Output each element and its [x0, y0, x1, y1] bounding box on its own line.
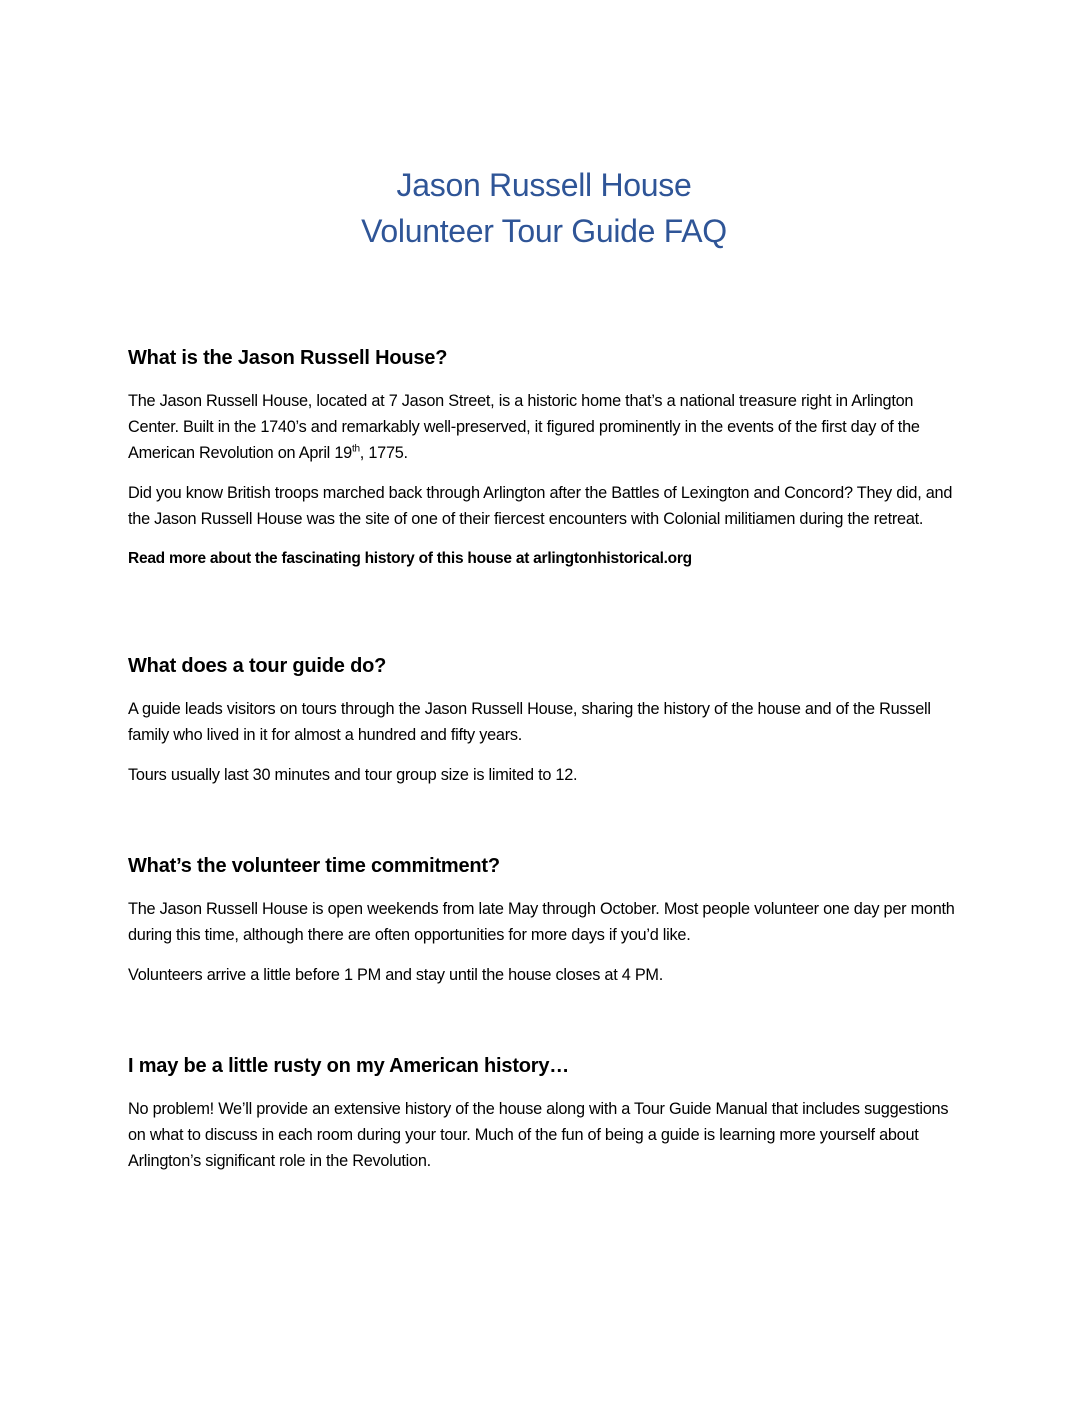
section-history-knowledge [128, 1052, 968, 1174]
ordinal-suffix: th [351, 443, 360, 455]
title-line-1: Jason Russell House [396, 167, 692, 203]
section-heading: What’s the volunteer time commitment? [128, 855, 500, 877]
title-line-2: Volunteer Tour Guide FAQ [361, 213, 727, 249]
section-heading: What does a tour guide do? [128, 655, 387, 677]
section-paragraph: A guide leads visitors on tours through the Jason Russell House, sharing the history of the house and of the Russell family who lived in it for almost a hundred and fifty years. [128, 700, 931, 744]
read-more-note: Read more about the fascinating history of this house at arlingtonhistorical.org [128, 550, 692, 567]
section-heading: I may be a little rusty on my American history… [128, 1055, 570, 1077]
section-paragraph: No problem! We’ll provide an extensive history of the house along with a Tour Guide Manual that includes suggestions on what to discuss in each room during your tour. Much of the fun of being a guide is learning more yourself about Arlington’s significant role in the Revolution. [128, 1100, 949, 1170]
section-paragraph: Volunteers arrive a little before 1 PM and stay until the house closes at 4 PM. [128, 966, 664, 984]
paragraph-text: The Jason Russell House, located at 7 Jason Street, is a historic home that’s a national treasure right in Arlington Center. Built in the 1740’s and remarkably well-preserved, it figured prominently in the events of the first day of the American Revolution on April 19 [128, 392, 920, 462]
section-time-commitment [128, 852, 968, 988]
section-tour-guide-role [128, 652, 968, 788]
section-paragraph: The Jason Russell House is open weekends from late May through October. Most people volunteer one day per month during this time, although there are often opportunities for more days if you’d like. [128, 900, 955, 944]
section-paragraph [128, 388, 968, 466]
paragraph-text-end: , 1775. [359, 444, 408, 462]
section-heading: What is the Jason Russell House? [128, 347, 448, 369]
document-title [0, 162, 1088, 254]
section-what-is-house [128, 344, 968, 572]
section-paragraph: Tours usually last 30 minutes and tour group size is limited to 12. [128, 766, 578, 784]
section-paragraph: Did you know British troops marched back through Arlington after the Battles of Lexington and Concord? They did, and the Jason Russell House was the site of one of their fiercest encounters with Colonial militiamen during the retreat. [128, 484, 953, 528]
